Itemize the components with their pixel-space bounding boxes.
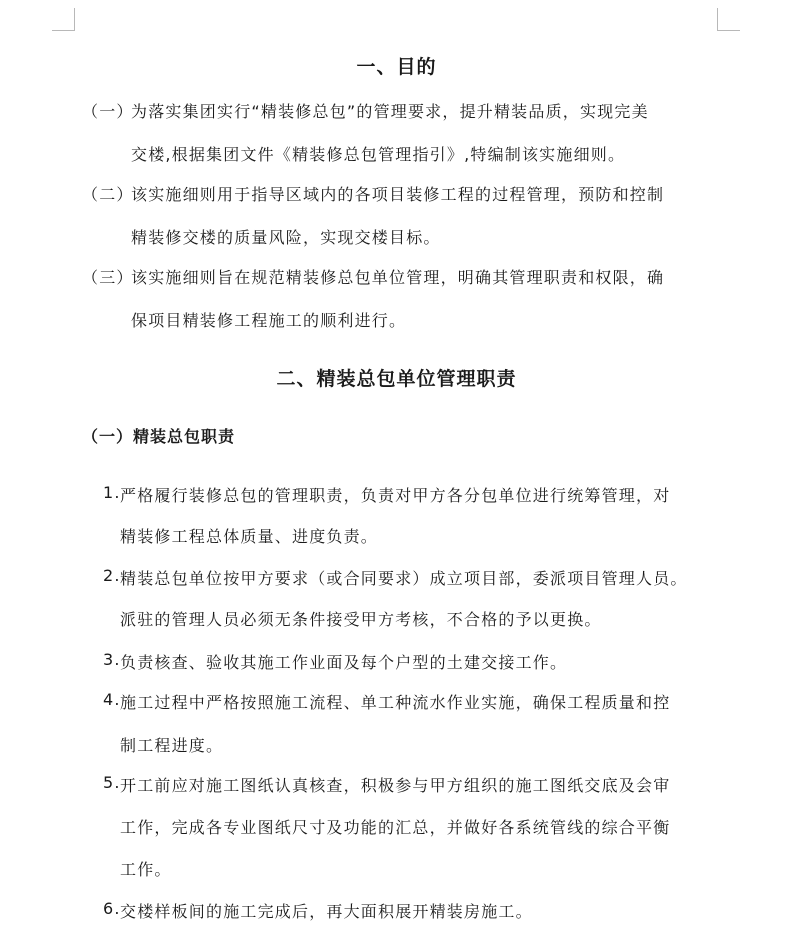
duty-item-3-marker: 3. xyxy=(103,650,121,669)
duty-item-1-marker: 1. xyxy=(103,483,121,502)
purpose-item-3-line-2: 保项目精装修工程施工的顺利进行。 xyxy=(131,311,407,330)
purpose-item-2-line-2: 精装修交楼的质量风险，实现交楼目标。 xyxy=(131,228,441,247)
section-heading-purpose: 一、目的 xyxy=(356,56,437,78)
duty-item-2-line-2: 派驻的管理人员必须无条件接受甲方考核，不合格的予以更换。 xyxy=(120,610,602,629)
purpose-item-2-line-1: 该实施细则用于指导区域内的各项目装修工程的过程管理，预防和控制 xyxy=(131,185,665,204)
sub-heading-general-contractor-duties: （一）精装总包职责 xyxy=(82,427,236,446)
purpose-item-1-marker: （一） xyxy=(82,102,134,121)
duty-item-2-line-1: 精装总包单位按甲方要求（或合同要求）成立项目部，委派项目管理人员。 xyxy=(120,569,688,588)
duty-item-6-marker: 6. xyxy=(103,899,121,918)
duty-item-5-line-3: 工作。 xyxy=(120,860,172,879)
duty-item-4-line-1: 施工过程中严格按照施工流程、单工种流水作业实施，确保工程质量和控 xyxy=(120,693,671,712)
duty-item-3-line-1: 负责核查、验收其施工作业面及每个户型的土建交接工作。 xyxy=(120,653,568,672)
duty-item-4-line-2: 制工程进度。 xyxy=(120,736,224,755)
duty-item-1-line-1: 严格履行装修总包的管理职责，负责对甲方各分包单位进行统筹管理，对 xyxy=(120,486,671,505)
purpose-item-2-marker: （二） xyxy=(82,185,134,204)
duty-item-4-marker: 4. xyxy=(103,690,121,709)
crop-mark-top-right xyxy=(717,8,740,31)
purpose-item-1-line-2: 交楼,根据集团文件《精装修总包管理指引》,特编制该实施细则。 xyxy=(131,145,626,164)
duty-item-1-line-2: 精装修工程总体质量、进度负责。 xyxy=(120,527,379,546)
duty-item-5-marker: 5. xyxy=(103,773,121,792)
duty-item-6-line-1: 交楼样板间的施工完成后，再大面积展开精装房施工。 xyxy=(120,902,533,921)
section-heading-duties: 二、精装总包单位管理职责 xyxy=(276,368,517,390)
purpose-item-1-line-1: 为落实集团实行“精装修总包”的管理要求，提升精装品质，实现完美 xyxy=(131,102,649,121)
duty-item-5-line-2: 工作，完成各专业图纸尺寸及功能的汇总，并做好各系统管线的综合平衡 xyxy=(120,818,671,837)
purpose-item-3-line-1: 该实施细则旨在规范精装修总包单位管理，明确其管理职责和权限，确 xyxy=(131,268,665,287)
duty-item-2-marker: 2. xyxy=(103,566,121,585)
purpose-item-3-marker: （三） xyxy=(82,268,134,287)
crop-mark-top-left xyxy=(52,8,75,31)
duty-item-5-line-1: 开工前应对施工图纸认真核查，积极参与甲方组织的施工图纸交底及会审 xyxy=(120,776,671,795)
